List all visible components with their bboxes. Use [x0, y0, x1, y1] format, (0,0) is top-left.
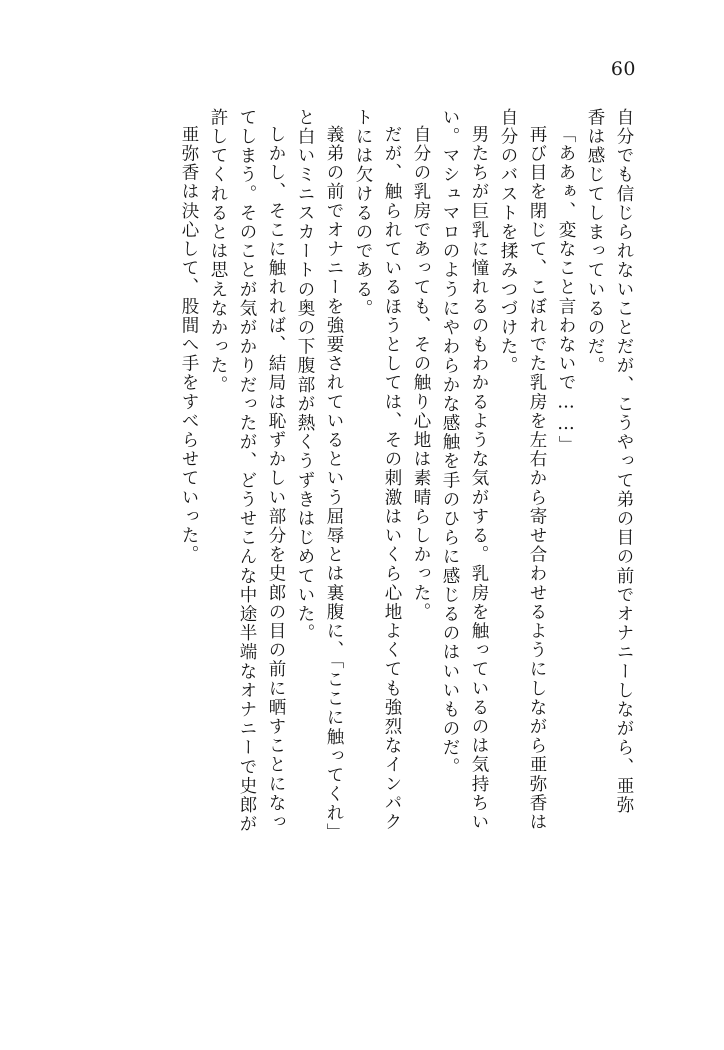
text-column: い。マシュマロのようにやわらかな感触を手のひらに感じるのはいいものだ。: [440, 108, 460, 777]
text-column: 許してくれるとは思えなかった。: [208, 108, 228, 395]
text-column: 亜弥香は決心して、股間へ手をすべらせていった。: [179, 125, 199, 565]
text-column: トには欠けるのである。: [353, 108, 373, 319]
text-column: 男たちが巨乳に憧れるのもわかるような気がする。乳房を触っているのは気持ちい: [469, 125, 489, 832]
text-column: 再び目を閉じて、こぼれでた乳房を左右から寄せ合わせるようにしながら亜弥香は: [527, 125, 547, 832]
text-column: 「ああぁ、変なこと言わないで……」: [556, 125, 576, 455]
text-column: てしまう。そのことが気がかりだったが、どうせこんな中途半端なオナニーで史郎が: [237, 108, 257, 834]
text-column: と白いミニスカートの奥の下腹部が熱くうずきはじめていた。: [295, 108, 315, 643]
text-column: 香は感じてしまっているのだ。: [585, 108, 605, 376]
text-column: しかし、そこに触れれば、結局は恥ずかしい部分を史郎の目の前に晒すことになっ: [266, 125, 286, 832]
text-column: 自分でも信じられないことだが、こうやって弟の目の前でオナニーしながら、亜弥: [614, 108, 634, 815]
text-column: 義弟の前でオナニーを強要されているという屈辱とは裏腹に、「ここに触ってくれ」: [324, 125, 344, 843]
text-column: だが、触られているほうとしては、その刺激はいくら心地よくても強烈なインパク: [382, 125, 402, 832]
page-number: 60: [610, 58, 636, 80]
text-column: 自分の乳房であっても、その触り心地は素晴らしかった。: [411, 125, 431, 622]
text-column: 自分のバストを揉みつづけた。: [498, 108, 518, 376]
vertical-text-block: [86, 108, 638, 908]
